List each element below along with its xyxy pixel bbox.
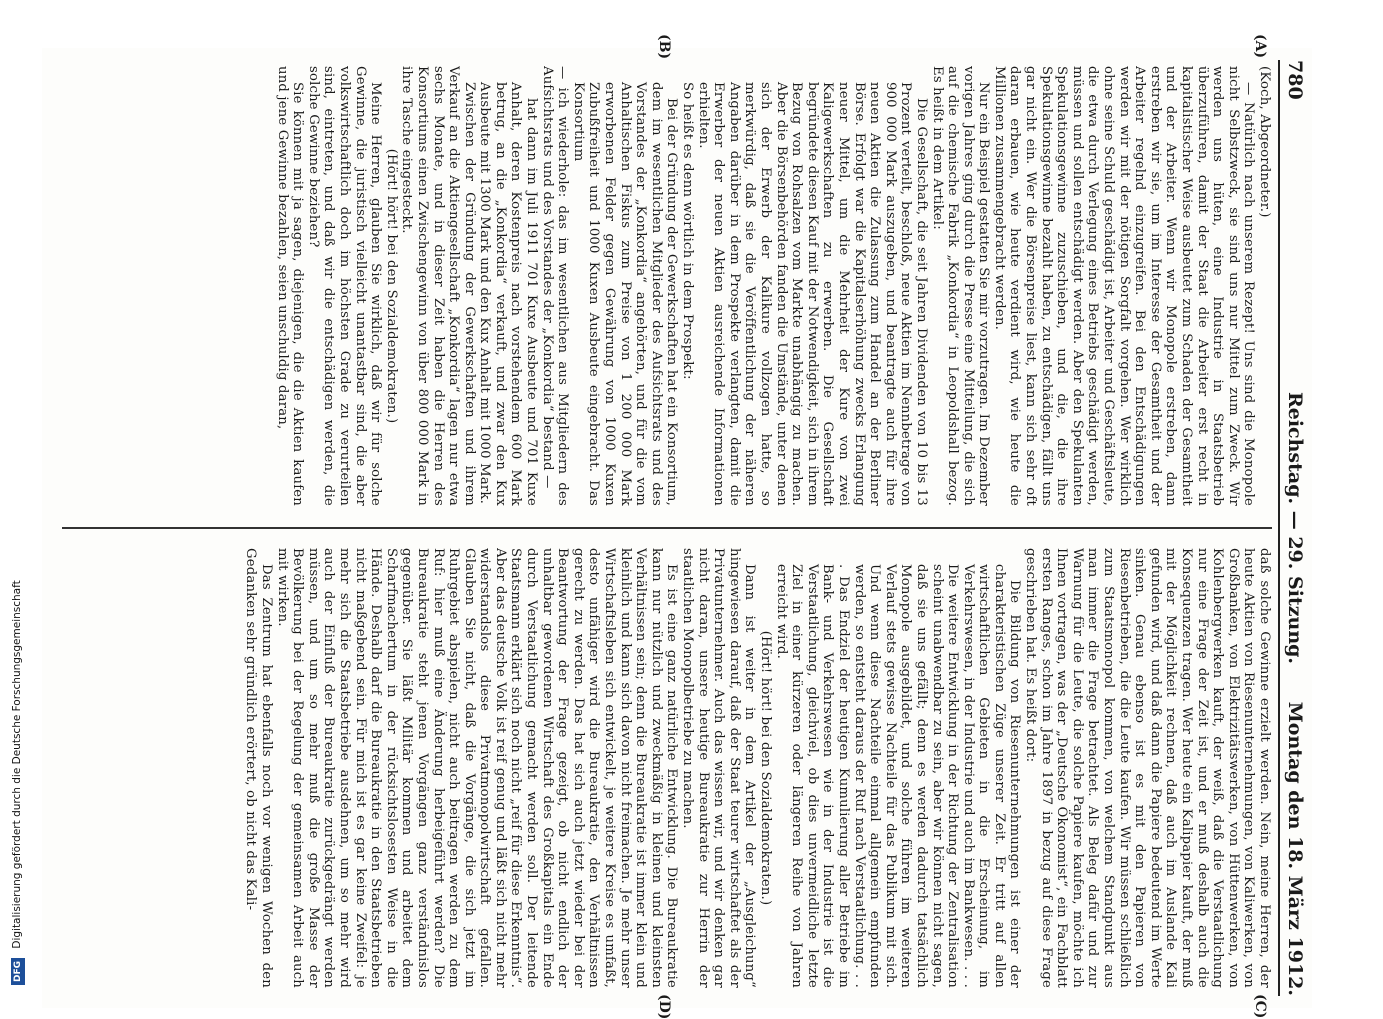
- dfg-logo: DFG: [11, 958, 25, 985]
- rotated-newspaper-page: [42, 34, 1312, 1019]
- paragraph: Nur ein Beispiel gestatten Sie mir vorzutragen. Im Dezember vorigen Jahres ging durch die Presse eine Mitteilung, die sich auf die chemische Fabrik „Konkordia“ in Leopoldshall bezog. Es heißt in dem Artikel:: [929, 66, 992, 506]
- text-column-left: [62, 66, 1272, 506]
- paragraph: So heißt es denn wörtlich in dem Prospekt:: [680, 82, 696, 380]
- paragraph: Es ist eine ganz natürliche Entwicklung. Die Bureaukratie kann nur nützlich und zweckmäßig in kleinen und kleinsten Verhältnissen sein; denn die Bureaukratie ist immer klein und kleinlich und kann sich davon nicht freimachen. Je mehr unser Wirtschaftsleben sich entwickelt, je weitere Kreise es umfaßt, desto unfähiger wird die Bureaukratie, den Verhältnissen gerecht zu werden. Das hat sich auch jetzt wieder bei der Beantwortung der Frage gezeigt, ob nicht endlich der unhaltbar gewordenen Wirtschaft des Großkapitals ein Ende durch Verstaatlichung gemacht werden soll. Der leitende Staatsmann erklärt sich noch nicht „reif für diese Erkenntnis“. Aber das deutsche Volk ist reif genug und läßt sich nicht mehr widerstandslos diese Privatmonopolwirtschaft gefallen. Glauben Sie nicht, daß die Vorgänge, die sich jetzt im Ruhrgebiet abspielen, nicht auch beitragen werden zu dem Ruf: hier muß eine Änderung herbeigeführt werden? Die Bureaukratie steht jenen Vorgängen ganz verständnislos gegenüber. Sie läßt Militär kommen und arbeitet dem Scharfmachertum in der rücksichtslosesten Weise in die Hände. Deshalb darf die Bureaukratie in den Staatsbetrieben nicht maßgebend sein. Für mich ist es gar keine Zweifel: je mehr sich die Staatsbetriebe ausdehnen, um so mehr wird auch der Einfluß der Bureaukratie zurückgedrängt werden müssen, und um so mehr muß die große Masse der Bevölkerung bei der Regelung der gemeinsamen Arbeit auch mit wirken.: [274, 548, 680, 988]
- paragraph: daß solche Gewinne erzielt werden. Nein, meine Herren, der heute Aktien von Riesenunternehmungen, von Kaliwerken, von Großbanken, von Elektrizitätswerken, von Hüttenwerken, von Kohlenbergwerken kauft, der weiß, daß die Verstaatlichung nur eine Frage der Zeit ist, und er muß deshalb auch die Konsequenzen tragen. Wer heute ein Kalipapier kauft, der muß mit der Möglichkeit rechnen, daß auch im Auslande Kali gefunden wird, und daß dann die Papiere bedeutend im Werte sinken. Genau ebenso ist es mit den Papieren von Riesenbetrieben, die die Leute kaufen. Wir müssen schließlich zum Staatsmonopol kommen, von welchem Standpunkt aus man immer die Frage betrachtet. Als Beleg dafür und zur Warnung für die Leute, die solche Papiere kaufen, möchte ich Ihnen vortragen, was der „Deutsche Ökonomist“, ein Fachblatt ersten Ranges, schon im Jahre 1897 in bezug auf diese Frage geschrieben hat. Es heißt dort:: [1023, 548, 1272, 988]
- page-title: Reichstag. — 29. Sitzung.: [1284, 391, 1306, 665]
- paragraph: hat dann im Juli 1911 701 Kuxe Ausbeute und 701 Kuxe Anhalt, deren Kostenpreis nach vorstehendem 600 Mark betrug, an die „Konkordia“ verkauft, und zwar den Kux Ausbeute mit 1300 Mark und den Kux Anhalt mit 1000 Mark.: [477, 82, 540, 506]
- paragraph: Zwischen der Gründung der Gewerkschaften und ihrem Verkauf an die Aktiengesellschaft „Konkordia“ lagen nur etwa sechs Monate, und in dieser Zeit haben die Herren des Konsortiums einen Zwischengewinn von über 800 000 Mark in ihre Tasche eingesteckt.: [399, 66, 477, 506]
- paragraph: Das Zentrum hat ebenfalls noch vor wenigen Wochen den Gedanken sehr gründlich erörtert, ob nicht das Kali-: [243, 548, 274, 988]
- text-column-right: [62, 548, 1272, 988]
- paragraph: Bei der Gründung der Gewerkschaften hat ein Konsortium, dem im wesentlichen Mitglieder des Aufsichtsrats und des Vorstandes der „Konkordia“ angehörten, und für die vom Anhaltischen Fiskus zum Preise von 1 200 000 Mark erworbenen Felder gegen Gewährung von 1000 Kuxen Zubußfreiheit und 1000 Kuxen Ausbeute eingebracht. Das Konsortium: [570, 82, 680, 506]
- page-header: [1278, 60, 1310, 996]
- page-number: 780: [1284, 60, 1306, 100]
- paragraph: — Natürlich nach unserem Rezept! Uns sind die Monopole nicht Selbstzweck, sie sind uns nur Mittel zum Zweck. Wir werden uns hüten, eine Industrie in Staatsbetrieb überzuführen, damit der Staat die Arbeiter erst recht in kapitalistischer Weise ausbeutet zum Schaden der Gesamtheit und der Arbeiter. Wenn wir Monopole erstreben, dann erstreben wir sie, um im Interesse der Gesamtheit und der Arbeiter regelnd einzugreifen. Bei den Entschädigungen werden wir mit der nötigen Sorgfalt vorgehen. Wer wirklich ohne seine Schuld geschädigt ist, Arbeiter und Geschäftsleute, die etwa durch Verlegung eines Betriebs geschädigt werden, müssen und sollen entschädigt werden. Aber den Spekulanten Spekulationsgewinne zuzuschieben, und die, die ihre Spekulationsgewinne bezahlt haben, zu entschädigen, fällt uns gar nicht ein. Wer die Börsenpreise liest, kann sich sehr oft daran erbauen, wie heute verdient wird, wie heute die Millionen zusammengebracht werden.: [991, 66, 1257, 506]
- credit-text: Digitalisierung gefördert durch die Deutsche Forschungsgemeinschaft: [11, 580, 23, 949]
- paragraph: (Hört! hört! bei den Sozialdemokraten.): [383, 148, 399, 424]
- column-divider: [62, 527, 1272, 529]
- paragraph: Die Bildung von Riesenunternehmungen ist einer der charakteristischen Züge unserer Zeit. Er tritt auf allen wirtschaftlichen Gebieten in die Erscheinung, im Verkehrswesen, in der Industrie und auch im Bankwesen. . . . Die weitere Entwicklung in der Richtung der Zentralisation scheint unabwendbar zu sein, aber wir können nicht sagen, daß sie uns gefällt; denn es werden dadurch tatsächlich Monopole ausgebildet, und solche führen im weiteren Verlauf stets gewisse Nachteile für das Publikum mit sich. Und wenn diese Nachteile einmal allgemein empfunden werden, so entsteht daraus der Ruf nach Verstaatlichung. . . . Das Endziel der heutigen Kumulierung aller Betriebe im Bank- und Verkehrswesen wie in der Industrie ist die Verstaatlichung, gleichviel, ob dies unvermeidliche letzte Ziel in einer kürzeren oder längeren Reihe von Jahren erreicht wird.: [773, 564, 1023, 988]
- margin-marker-b: (B): [656, 34, 672, 60]
- paragraph: (Hört! hört! bei den Sozialdemokraten.): [758, 630, 773, 906]
- paragraph: — ich wiederhole: das im wesentlichen aus Mitgliedern des Aufsichtsrats und des Vorstandes der „Konkordia“ bestand —: [539, 66, 571, 506]
- paragraph: Dann ist weiter in dem Artikel der „Ausgleichung“ hingewiesen darauf, daß der Staat teurer wirtschaftet als der Privatunternehmer. Auch das wissen wir, und wir denken gar nicht daran, unsere heutige Bureaukratie zur Herrin der staatlichen Monopolbetriebe zu machen.: [680, 548, 758, 988]
- paragraph: Sie können mit ja sagen, diejenigen, die die Aktien kaufen und jene Gewinne bezahlen, seien unschuldig daran,: [274, 66, 306, 506]
- paragraph: (Koch, Abgeordneter.): [1257, 66, 1272, 218]
- paragraph: Die Gesellschaft, die seit Jahren Dividenden von 10 bis 13 Prozent verteilt, beschloß, neue Aktien im Nennbetrage von 900 000 Mark auszugeben, und beantragte auch für ihre neuen Aktien die Zulassung zum Handel an der Berliner Börse. Erfolgt war die Kapitalserhöhung zwecks Erlangung neuer Mittel, um die Mehrheit der Kure von zwei Kaligewerkschaften zu erwerben. Die Gesellschaft begründete diesen Kauf mit der Notwendigkeit, sich in ihrem Bezug von Rohsalzen vom Markte unabhängig zu machen. Aber die Börsenbehörden fanden die Umstände, unter denen sich der Erwerb der Kalikure vollzogen hatte, so merkwürdig, daß sie die Veröffentlichung der näheren Angaben darüber in dem Prospekte verlangten, damit die Erwerber der neuen Aktien ausreichende Informationen erhielten.: [695, 82, 929, 506]
- page-date: Montag den 18. März 1912.: [1284, 701, 1306, 996]
- margin-marker-a: (A): [1252, 34, 1268, 59]
- margin-marker-c: (C): [1252, 994, 1268, 1019]
- digitization-credit: [6, 0, 28, 985]
- paragraph: Meine Herren, glauben Sie wirklich, daß wir für solche Gewinne, die juristisch vielleicht unantastbar sind, die aber volkswirtschaftlich doch im höchsten Grade zu verurteilen sind, eintreten, und daß wir die entschädigen werden, die solche Gewinne beziehen?: [305, 66, 384, 506]
- margin-marker-d: (D): [656, 994, 672, 1019]
